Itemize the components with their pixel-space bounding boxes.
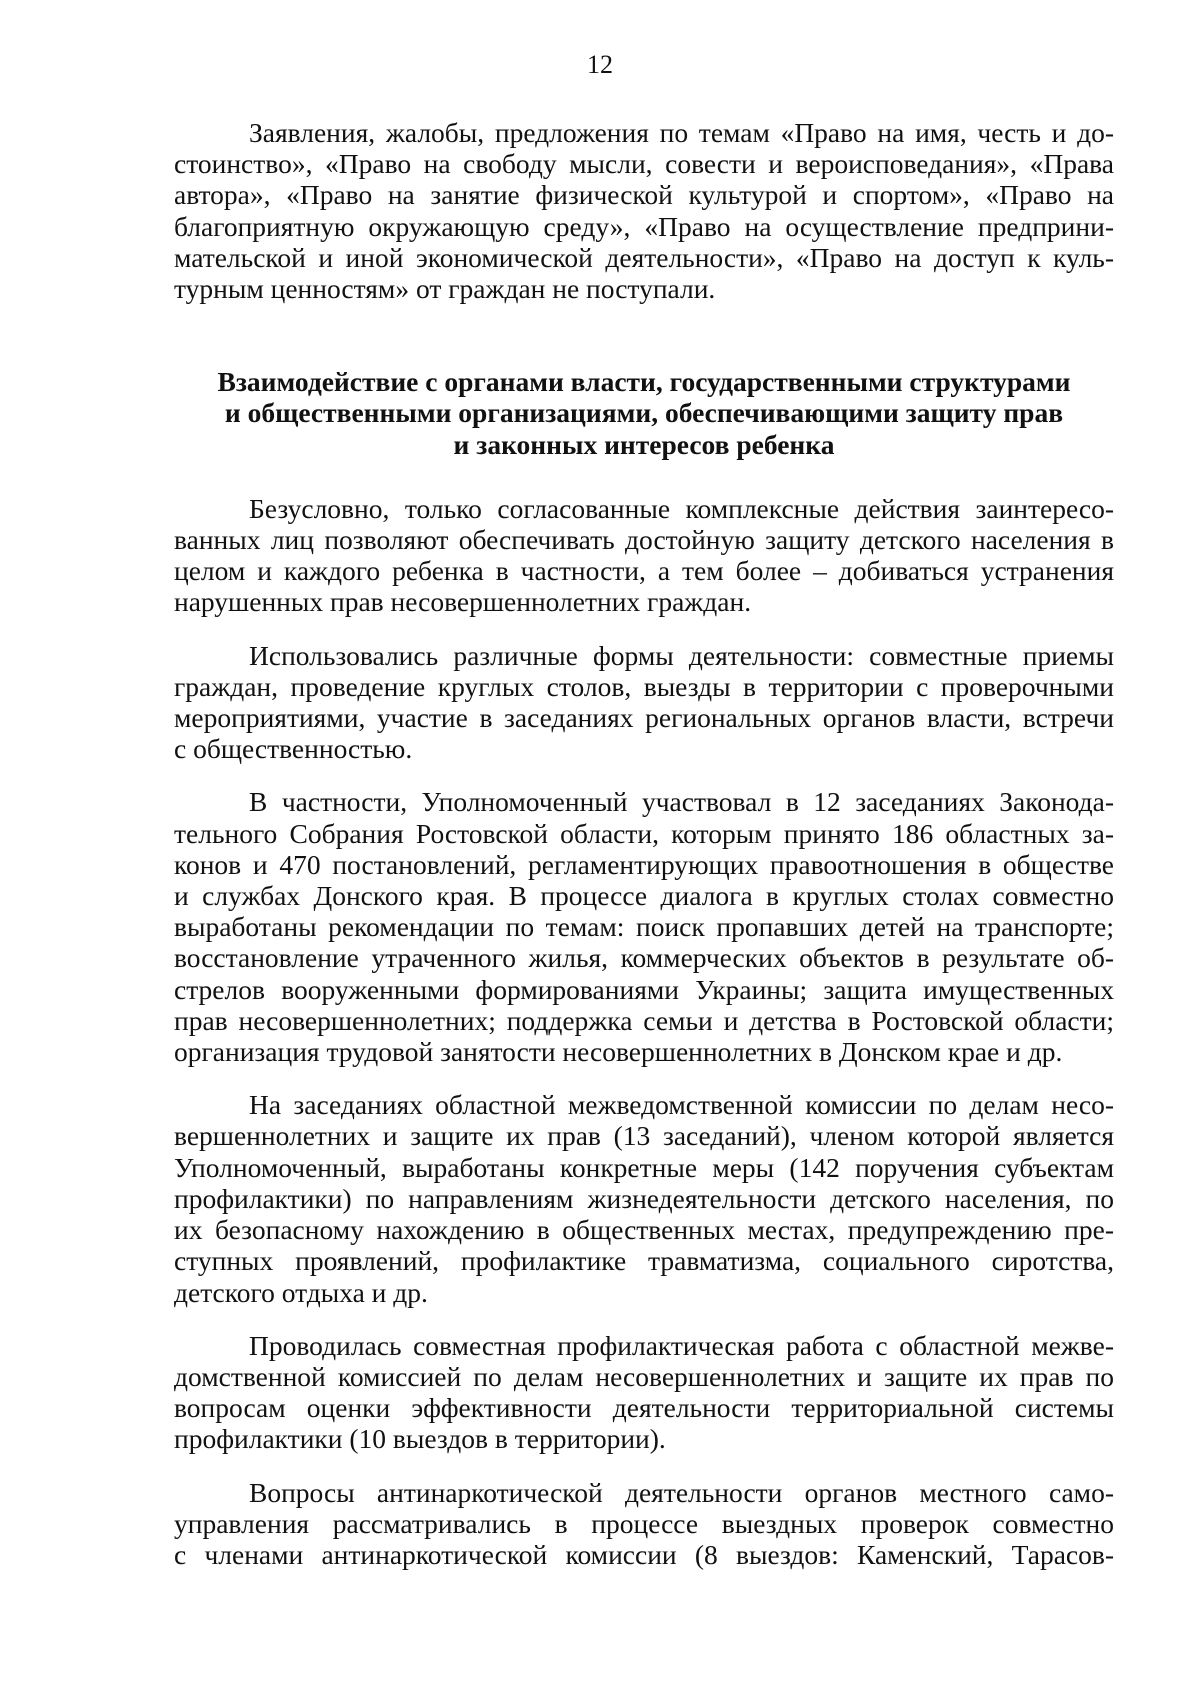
heading-line: и общественными организациями, обеспечивающими защиту прав (224, 397, 1064, 429)
text-line: вопросам оценки эффективности деятельности территориальной системы (174, 1392, 1114, 1424)
paragraph-anti-drug-activity (174, 1477, 1114, 1571)
heading-line: Взаимодействие с органами власти, государственными структурами (217, 366, 1071, 398)
text-line: граждан, проведение круглых столов, выезды в территории с проверочными (174, 670, 1114, 702)
text-line: В частности, Уполномоченный участвовал в 12 заседаниях Законода- (249, 786, 1114, 818)
paragraph-joint-prevention-work (174, 1330, 1114, 1455)
paragraph-interdepartmental-commission (174, 1089, 1114, 1307)
text-line: выработаны рекомендации по темам: поиск пропавших детей на транспорте; (174, 911, 1114, 943)
heading-line: и законных интересов ребенка (453, 428, 835, 460)
paragraph-appeals-not-received (174, 117, 1114, 304)
text-line: мероприятиями, участие в заседаниях региональных органов власти, встречи (174, 702, 1114, 734)
text-line: конов и 470 постановлений, регламентирующих правоотношения в обществе (174, 848, 1114, 880)
text-line: На заседаниях областной межведомственной комиссии по делам несо- (249, 1089, 1114, 1121)
text-line: с общественностью. (174, 733, 413, 765)
text-line: и службах Донского края. В процессе диалога в круглых столах совместно (174, 880, 1114, 912)
text-line: прав несовершеннолетних; поддержка семьи и детства в Ростовской области; (174, 1004, 1114, 1036)
text-line: их безопасному нахождению в общественных местах, предупреждению пре- (174, 1214, 1114, 1246)
text-line: стоинство», «Право на свободу мысли, совести и вероисповедания», «Права (174, 148, 1114, 180)
page-content (174, 117, 1114, 1570)
text-line: мательской и иной экономической деятельности», «Право на доступ к куль- (174, 241, 1114, 273)
text-line: автора», «Право на занятие физической культурой и спортом», «Право на (174, 179, 1114, 211)
paragraph-coordinated-actions (174, 493, 1114, 618)
text-line: целом и каждого ребенка в частности, а тем более – добиваться устранения (174, 555, 1114, 587)
text-line: ступных проявлений, профилактике травматизма, социального сиротства, (174, 1245, 1114, 1277)
paragraph-forms-of-activity (174, 640, 1114, 765)
text-line: стрелов вооруженными формированиями Украины; защита имущественных (174, 973, 1114, 1005)
text-line: профилактики) по направлениям жизнедеятельности детского населения, по (174, 1182, 1114, 1214)
text-line: турным ценностям» от граждан не поступали. (174, 273, 716, 305)
text-line: нарушенных прав несовершеннолетних граждан. (174, 586, 752, 618)
text-line: с членами антинаркотической комиссии (8 выездов: Каменский, Тарасов- (174, 1538, 1114, 1570)
paragraph-legislative-assembly (174, 786, 1114, 1067)
text-line: Заявления, жалобы, предложения по темам «Право на имя, честь и до- (249, 117, 1114, 148)
text-line: благоприятную окружающую среду», «Право на осуществление предприни- (174, 210, 1114, 242)
text-line: восстановление утраченного жилья, коммерческих объектов в результате об- (174, 942, 1114, 974)
text-line: тельного Собрания Ростовской области, которым принято 186 областных за- (174, 817, 1114, 849)
page-number: 12 (587, 50, 613, 79)
text-line: Безусловно, только согласованные комплексные действия заинтересо- (249, 492, 1114, 524)
text-line: Проводилась совместная профилактическая работа с областной межве- (249, 1329, 1114, 1361)
text-line: организация трудовой занятости несовершеннолетних в Донском крае и др. (174, 1036, 1063, 1068)
text-line: Уполномоченный, выработаны конкретные меры (142 поручения субъектам (174, 1151, 1114, 1183)
text-line: Использовались различные формы деятельности: совместные приемы (249, 639, 1114, 671)
text-line: домственной комиссией по делам несовершеннолетних и защите их прав по (174, 1360, 1114, 1392)
text-line: вершеннолетних и защите их прав (13 заседаний), членом которой является (174, 1120, 1114, 1152)
text-line: детского отдыха и др. (174, 1276, 428, 1308)
text-line: ванных лиц позволяют обеспечивать достойную защиту детского населения в (174, 524, 1114, 556)
text-line: Вопросы антинаркотической деятельности органов местного само- (249, 1476, 1114, 1508)
section-heading (174, 366, 1114, 460)
text-line: профилактики (10 выездов в территории). (174, 1423, 666, 1455)
text-line: управления рассматривались в процессе выездных проверок совместно (174, 1507, 1114, 1539)
